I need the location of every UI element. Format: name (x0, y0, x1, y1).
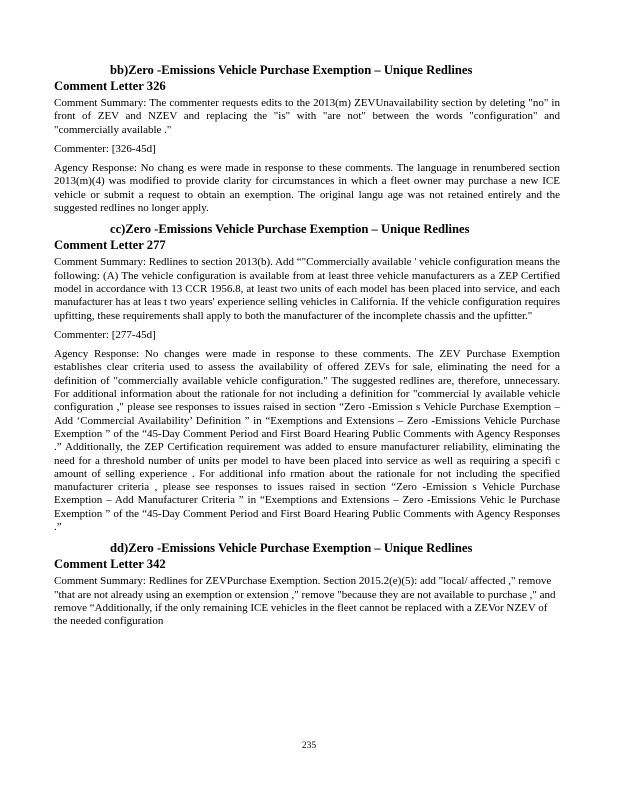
agency-response: Agency Response: No chang es were made in response to these comments. The language in renumbered section 2013(m)(4) was modified to provide clarity for circumstances in which a fleet owner may purchase a new ICE vehicle or submit a request to obtain an exemption. The original langu age was not retained entirely and the suggested redlines no longer apply. (54, 162, 560, 215)
document-page (54, 62, 560, 635)
heading-comment-letter: Comment Letter 277 (54, 238, 166, 253)
heading-title: cc)Zero -Emissions Vehicle Purchase Exemption – Unique Redlines (110, 222, 470, 237)
heading-comment-letter: Comment Letter 342 (54, 557, 166, 572)
page-number: 235 (301, 741, 317, 751)
section-heading-bb (54, 62, 560, 94)
comment-summary: Comment Summary: The commenter requests edits to the 2013(m) ZEVUnavailability section by deleting "no" in front of ZEV and NZEV and replacing the "is" with "are not" between the words "configuration" and "commercially available ." (54, 97, 560, 136)
comment-summary: Comment Summary: Redlines for ZEVPurchase Exemption. Section 2015.2(e)(5): add "local/ affected ," remove "that are not already using an exemption or extension ," remove "because they are not available to purchase ," and remove “Additionally, if the only remaining ICE vehicles in the fleet cannot be replaced with a ZEVor NZEV of the needed configuration (54, 575, 556, 628)
section-heading-cc (54, 221, 560, 253)
section-heading-dd (54, 540, 560, 572)
commenter-line: Commenter: [277-45d] (54, 328, 156, 341)
heading-title: dd)Zero -Emissions Vehicle Purchase Exemption – Unique Redlines (110, 541, 473, 556)
agency-response: Agency Response: No changes were made in response to these comments. The ZEV Purchase Exemption establishes clear criteria used to assess the availability of offered ZEVs for sale, eliminating the need for a definition of "commercially available vehicle configuration." The suggested redlines are, therefore, unnecessary. For additional information about the rationale for not including a definition for "commercial ly available vehicle configuration ," please see responses to issues raised in section “Zero -Emission s Vehicle Purchase Exemption – Add ‘Commercial Availability’ Definition ” in “Exemptions and Extensions – Zero -Emissions Vehicle Purchase Exemption ” of the “45-Day Comment Period and First Board Hearing Public Comments with Agency Responses .” Additionally, the ZEP Certification requirement was added to ensure manufacturer reliability, eliminating the need for a threshold number of units per model to have been placed into service as well as requiring a specifi c amount of selling experience . For additional info rmation about the rationale for not including the specified manufacturer criteria , please see responses to issues raised in section “Zero -Emission s Vehicle Purchase Exemption – Add Manufacturer Criteria ” in “Exemptions and Extensions – Zero -Emissions Vehic le Purchase Exemption ” of the “45-Day Comment Period and First Board Hearing Public Comments with Agency Responses .” (54, 348, 560, 534)
heading-comment-letter: Comment Letter 326 (54, 79, 166, 93)
commenter-line: Commenter: [326-45d] (54, 142, 156, 155)
heading-title: bb)Zero -Emissions Vehicle Purchase Exemption – Unique Redlines (110, 63, 473, 77)
comment-summary: Comment Summary: Redlines to section 2013(b). Add “"Commercially available ' vehicle configuration means the following: (A) The vehicle configuration is available from at least three vehicle manufacturers as a ZEP Certified model in accordance with 13 CCR 1956.8, at least two units of each model has been placed into service, and each manufacturer has at leas t two years' experience selling vehicles in California. If the vehicle configuration requires upfitting, these requirements shall apply to both the manufacturer of the incomplete chassis and the upfitter." (54, 256, 560, 322)
